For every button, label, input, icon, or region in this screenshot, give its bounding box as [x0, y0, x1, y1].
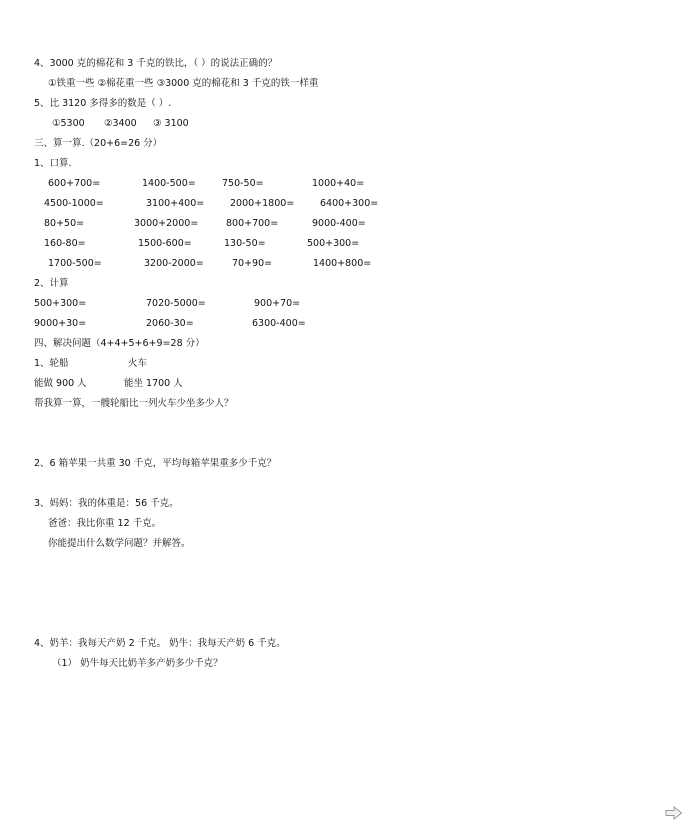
section3-part2: 2、计算 — [34, 278, 69, 289]
oral-cell-r2c1: 3000+2000= — [134, 218, 199, 229]
oral-cell-r2c2: 800+700= — [226, 218, 279, 229]
oral-cell-r2c3: 9000-400= — [312, 218, 366, 229]
arrow-right-icon[interactable] — [665, 806, 683, 820]
q5-option-1: ①5300 — [52, 118, 85, 129]
oral-cell-r0c2: 750-50= — [222, 178, 264, 189]
q5-stem: 5、比 3120 多得多的数是（ ）. — [34, 98, 172, 109]
oral-cell-r1c3: 6400+300= — [320, 198, 379, 209]
oral-cell-r0c3: 1000+40= — [312, 178, 365, 189]
oral-cell-r3c3: 500+300= — [307, 238, 360, 249]
p1-train-capacity: 能坐 1700 人 — [124, 378, 183, 389]
oral-cell-r4c0: 1700-500= — [48, 258, 102, 269]
calc-cell-r1c1: 2060-30= — [146, 318, 194, 329]
calc-cell-r0c0: 500+300= — [34, 298, 87, 309]
oral-cell-r4c3: 1400+800= — [313, 258, 372, 269]
p1-train-label: 火车 — [128, 358, 148, 369]
calc-cell-r1c0: 9000+30= — [34, 318, 87, 329]
oral-cell-r3c0: 160-80= — [44, 238, 86, 249]
section4-title: 四、解决问题（4+4+5+6+9=28 分） — [34, 338, 205, 349]
calc-cell-r1c2: 6300-400= — [252, 318, 306, 329]
q4-stem: 4、3000 克的棉花和 3 千克的铁比，（ ）的说法正确的？ — [34, 58, 278, 69]
q4-options: ①铁重一些 ②棉花重一些 ③3000 克的棉花和 3 千克的铁一样重 — [48, 78, 319, 89]
oral-cell-r4c2: 70+90= — [232, 258, 273, 269]
oral-cell-r0c0: 600+700= — [48, 178, 101, 189]
section3-title: 三、算一算.（20+6=26 分） — [34, 138, 163, 149]
p3-ask: 你能提出什么数学问题？并解答。 — [48, 538, 191, 549]
oral-cell-r1c2: 2000+1800= — [230, 198, 295, 209]
q5-option-2: ②3400 — [104, 118, 137, 129]
calc-cell-r0c2: 900+70= — [254, 298, 301, 309]
p1-ship-capacity: 能做 900 人 — [34, 378, 87, 389]
section3-part1: 1、口算. — [34, 158, 72, 169]
p3-dad: 爸爸：我比你重 12 千克。 — [48, 518, 162, 529]
q5-option-3: ③ 3100 — [153, 118, 189, 129]
oral-cell-r1c0: 4500-1000= — [44, 198, 104, 209]
oral-cell-r3c2: 130-50= — [224, 238, 266, 249]
oral-cell-r2c0: 80+50= — [44, 218, 85, 229]
calc-cell-r0c1: 7020-5000= — [146, 298, 206, 309]
p4-text: 4、奶羊：我每天产奶 2 千克。 奶牛：我每天产奶 6 千克。 — [34, 638, 286, 649]
p2-text: 2、6 箱苹果一共重 30 千克，平均每箱苹果重多少千克？ — [34, 458, 277, 469]
oral-cell-r0c1: 1400-500= — [142, 178, 196, 189]
oral-cell-r1c1: 3100+400= — [146, 198, 205, 209]
p4-sub1: （1） 奶牛每天比奶羊多产奶多少千克？ — [52, 658, 223, 669]
p1-question: 帮我算一算，一艘轮船比一列火车少坐多少人？ — [34, 398, 234, 409]
p3-mom: 3、妈妈：我的体重是：56 千克。 — [34, 498, 179, 509]
p1-label: 1、轮船 — [34, 358, 69, 369]
oral-cell-r3c1: 1500-600= — [138, 238, 192, 249]
oral-cell-r4c1: 3200-2000= — [144, 258, 204, 269]
